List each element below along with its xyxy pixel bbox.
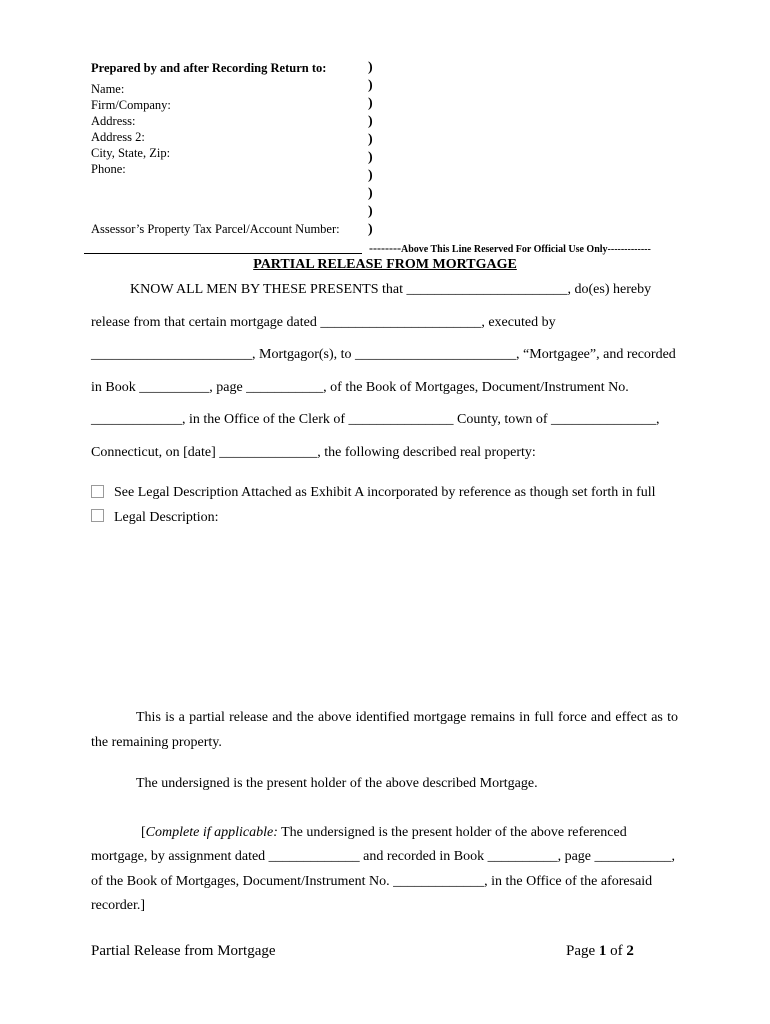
address-field-label: Address:	[91, 114, 136, 128]
assignment-line-1: [Complete if applicable: The undersigned is the present holder of the above referenced	[141, 825, 627, 840]
paren-mark: )	[368, 204, 373, 219]
paren-mark: )	[368, 78, 373, 93]
legal-description-option-label: Legal Description:	[114, 510, 219, 525]
body-line-4: in Book __________, page ___________, of the Book of Mortgages, Document/Instrument No.	[91, 380, 629, 395]
header-divider-line	[84, 253, 362, 254]
paren-mark: )	[368, 168, 373, 183]
exhibit-a-option-label: See Legal Description Attached as Exhibit A incorporated by reference as though set forth in full	[114, 485, 656, 500]
city-state-zip-field-label: City, State, Zip:	[91, 146, 171, 160]
assignment-line-2: mortgage, by assignment dated _____________ and recorded in Book __________, page ___________,	[91, 849, 676, 864]
body-line-5: _____________, in the Office of the Clerk of _______________ County, town of _______________,	[91, 412, 660, 427]
assignment-line-4: recorder.]	[91, 898, 146, 913]
partial-release-line-2: the remaining property.	[91, 735, 222, 750]
reserved-notice: --------Above This Line Reserved For Official Use Only-------------	[369, 241, 651, 255]
partial-release-line-1: This is a partial release and the above identified mortgage remains in full force and effect as to	[136, 710, 678, 725]
footer-page-number: Page 1 of 2	[566, 943, 634, 959]
document-title: PARTIAL RELEASE FROM MORTGAGE	[253, 257, 517, 272]
parcel-number-label: Assessor’s Property Tax Parcel/Account Number:	[91, 222, 340, 236]
paren-mark: )	[368, 186, 373, 201]
exhibit-a-checkbox[interactable]	[91, 485, 104, 498]
body-line-1: KNOW ALL MEN BY THESE PRESENTS that _______________________, do(es) hereby	[130, 282, 652, 297]
legal-description-checkbox[interactable]	[91, 509, 104, 522]
body-line-6: Connecticut, on [date] ______________, the following described real property:	[91, 445, 536, 460]
assignment-line-3: of the Book of Mortgages, Document/Instrument No. _____________, in the Office of the aforesaid	[91, 874, 653, 889]
name-field-label: Name:	[91, 82, 125, 96]
footer-document-name: Partial Release from Mortgage	[91, 943, 276, 959]
firm-field-label: Firm/Company:	[91, 98, 171, 112]
body-line-2: release from that certain mortgage dated _______________________, executed by	[91, 315, 556, 330]
paren-mark: )	[368, 150, 373, 165]
paren-mark: )	[368, 96, 373, 111]
prepared-by-label: Prepared by and after Recording Return to:	[91, 61, 327, 75]
phone-field-label: Phone:	[91, 162, 126, 176]
body-line-3: _______________________, Mortgagor(s), to _______________________, “Mortgagee”, and recorded	[91, 347, 676, 362]
paren-mark: )	[368, 114, 373, 129]
paren-mark: )	[368, 60, 373, 75]
holder-statement: The undersigned is the present holder of the above described Mortgage.	[136, 776, 538, 791]
paren-mark: )	[368, 132, 373, 147]
address2-field-label: Address 2:	[91, 130, 145, 144]
paren-mark: )	[368, 222, 373, 237]
